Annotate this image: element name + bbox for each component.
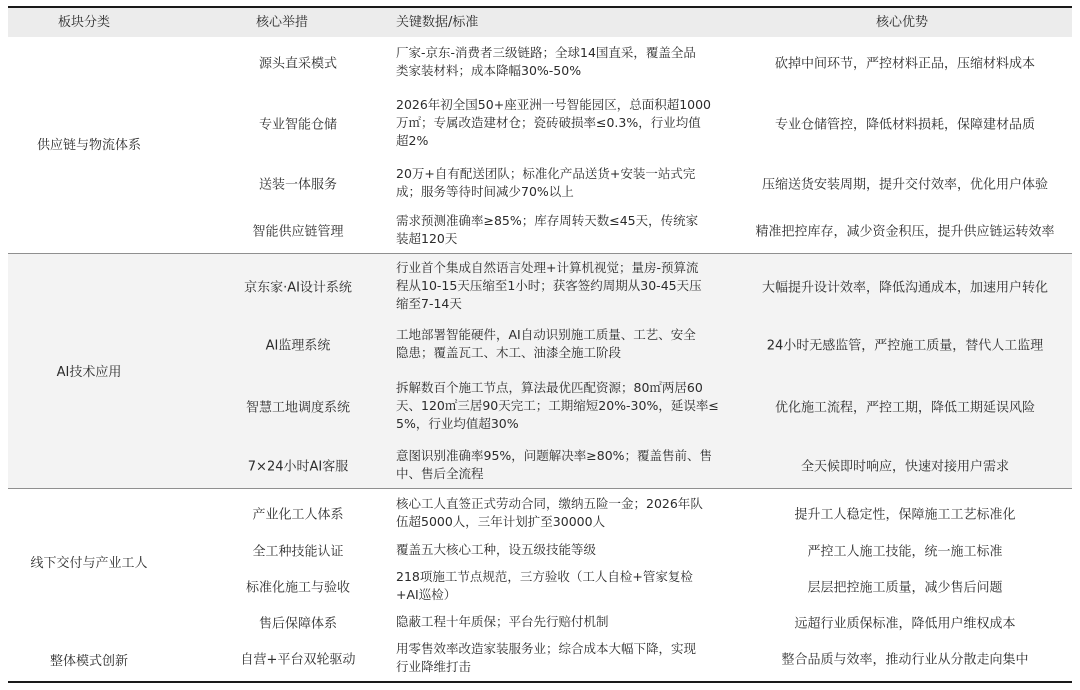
table-row xyxy=(8,37,1072,87)
data-cell: 隐蔽工程十年质保；平台先行赔付机制 xyxy=(396,614,609,629)
category-supply-chain: 供应链与物流体系 xyxy=(36,138,141,153)
advantage-cell: 精准把控库存，减少资金积压，提升供应链运转效率 xyxy=(755,224,1055,240)
measure-cell: 送装一体服务 xyxy=(258,177,337,193)
data-cell: 覆盖五大核心工种，设五级技能等级 xyxy=(396,542,597,557)
table-row xyxy=(8,159,1072,207)
measure-cell: 源头直采模式 xyxy=(258,56,337,72)
table-row xyxy=(8,318,1072,370)
table-row xyxy=(8,87,1072,159)
data-cell: 工地部署智能硬件，AI自动识别施工质量、工艺、安全 隐患；覆盖瓦工、木工、油漆全施工阶段 xyxy=(396,327,696,360)
measure-cell: 产业化工人体系 xyxy=(252,507,344,523)
measure-cell: 专业智能仓储 xyxy=(258,117,337,133)
data-cell: 需求预测准确率≥85%；库存周转天数≤45天，传统家 装超120天 xyxy=(396,213,699,246)
advantage-cell: 整合品质与效率，推动行业从分散走向集中 xyxy=(781,652,1029,668)
measure-cell: AI监理系统 xyxy=(265,338,331,354)
advantage-cell: 提升工人稳定性，保障施工工艺标准化 xyxy=(794,507,1016,523)
measure-cell: 标准化施工与验收 xyxy=(245,580,350,596)
advantage-cell: 远超行业质保标准，降低用户维权成本 xyxy=(794,616,1016,632)
table-row xyxy=(8,636,1072,680)
measure-cell: 全工种技能认证 xyxy=(252,544,344,560)
measure-cell: 智能供应链管理 xyxy=(252,224,344,240)
data-cell: 用零售效率改造家装服务业；综合成本大幅下降，实现 行业降维打击 xyxy=(396,641,697,674)
table-row xyxy=(8,207,1072,253)
table-row xyxy=(8,608,1072,636)
table-row xyxy=(8,370,1072,442)
category-offline-delivery: 线下交付与产业工人 xyxy=(30,556,148,571)
table-header xyxy=(8,8,1072,37)
measure-cell: 智慧工地调度系统 xyxy=(245,400,350,416)
header-advantage: 核心优势 xyxy=(876,15,929,30)
advantage-cell: 专业仓储管控，降低材料损耗，保障建材品质 xyxy=(774,117,1035,133)
advantage-cell: 24小时无感监管，严控施工质量，替代人工监理 xyxy=(766,338,1044,354)
category-model-innovation: 整体模式创新 xyxy=(49,654,128,669)
data-cell: 核心工人直签正式劳动合同，缴纳五险一金；2026年队 伍超5000人，三年计划扩至30000人 xyxy=(396,496,703,529)
measure-cell: 自营+平台双轮驱动 xyxy=(240,652,356,668)
data-cell: 218项施工节点规范，三方验收（工人自检+管家复检 +AI巡检） xyxy=(396,569,693,602)
advantage-cell: 全天候即时响应，快速对接用户需求 xyxy=(800,459,1009,475)
data-cell: 厂家-京东-消费者三级链路；全球14国直采，覆盖全品 类家装材料；成本降幅30%-50% xyxy=(396,45,696,78)
data-cell: 拆解数百个施工节点，算法最优匹配资源；80㎡两居60 天、120㎡三居90天完工；工期缩短20%-30%，延误率≤ 5%，行业均值超30% xyxy=(396,380,719,431)
measure-cell: 7×24小时AI客服 xyxy=(247,459,349,475)
advantage-cell: 层层把控施工质量，减少售后问题 xyxy=(807,580,1003,596)
data-cell: 意图识别准确率95%，问题解决率≥80%；覆盖售前、售 中、售后全流程 xyxy=(396,448,713,481)
table-row xyxy=(8,564,1072,608)
table-row xyxy=(8,536,1072,564)
measure-cell: 京东家·AI设计系统 xyxy=(244,280,352,296)
advantage-cell: 大幅提升设计效率，降低沟通成本，加速用户转化 xyxy=(761,280,1048,296)
header-measure: 核心举措 xyxy=(256,15,309,30)
category-ai: AI技术应用 xyxy=(56,365,122,380)
advantage-cell: 优化施工流程，严控工期，降低工期延误风险 xyxy=(774,400,1035,416)
header-data: 关键数据/标准 xyxy=(396,15,479,30)
table-row xyxy=(8,490,1072,536)
advantage-cell: 砍掉中间环节，严控材料正品，压缩材料成本 xyxy=(774,56,1035,72)
data-cell: 2026年初全国50+座亚洲一号智能园区，总面积超1000 万㎡；专属改造建材仓；瓷砖破损率≤0.3%，行业均值 超2% xyxy=(396,97,712,148)
table-top-rule xyxy=(8,6,1072,8)
data-cell: 行业首个集成自然语言处理+计算机视觉；量房-预算流 程从10-15天压缩至1小时；获客签约周期从30-45天压 缩至7-14天 xyxy=(396,260,702,311)
table-row xyxy=(8,254,1072,318)
measure-cell: 售后保障体系 xyxy=(258,616,337,632)
advantage-cell: 严控工人施工技能，统一施工标准 xyxy=(807,544,1003,560)
table-row xyxy=(8,442,1072,488)
header-category: 板块分类 xyxy=(58,15,111,30)
advantage-cell: 压缩送货安装周期，提升交付效率，优化用户体验 xyxy=(761,177,1048,193)
section-divider xyxy=(8,488,1072,489)
data-cell: 20万+自有配送团队；标准化产品送货+安装一站式完 成；服务等待时间减少70%以上 xyxy=(396,166,696,199)
table-bottom-rule xyxy=(8,681,1072,683)
